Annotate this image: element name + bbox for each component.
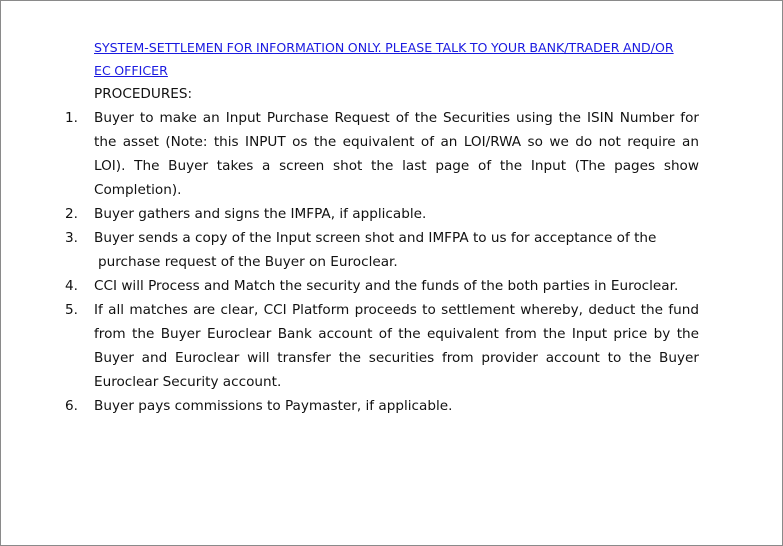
step-text: Buyer sends a copy of the Input screen shot and IMFPA to us for acceptance of the <box>94 230 657 246</box>
step-text-continuation: purchase request of the Buyer on Euroclear. <box>98 254 398 270</box>
step-text: Buyer pays commissions to Paymaster, if applicable. <box>94 398 453 414</box>
procedure-step-3 <box>65 226 699 274</box>
step-text: If all matches are clear, CCI Platform proceeds to settlement whereby, deduct the fund from the Buyer Euroclear Bank account of the equivalent from the Input price by the Buyer and Euroclear will transfer the securities from provider account to the Buyer Euroclear Security account. <box>94 302 699 390</box>
step-text: Buyer gathers and signs the IMFPA, if applicable. <box>94 206 427 222</box>
procedure-step-5 <box>65 298 699 394</box>
step-number: 3. <box>65 230 78 246</box>
procedure-list <box>65 106 699 418</box>
step-number: 6. <box>65 398 78 414</box>
step-text: CCI will Process and Match the security and the funds of the both parties in Euroclear. <box>94 278 679 294</box>
procedure-step-1 <box>65 106 699 202</box>
step-number: 1. <box>65 110 78 126</box>
step-number: 4. <box>65 278 78 294</box>
procedure-step-2 <box>65 202 699 226</box>
settlement-notice-line-2: EC OFFICER <box>94 62 168 78</box>
step-number: 5. <box>65 302 78 318</box>
settlement-notice-link[interactable] <box>94 37 699 82</box>
procedures-heading: PROCEDURES: <box>94 86 193 102</box>
step-text: Buyer to make an Input Purchase Request of the Securities using the ISIN Number for the asset (Note: this INPUT os the equivalent of an LOI/RWA so we do not require an LOI). The Buyer takes a screen shot the last page of the Input (The pages show Completion). <box>94 110 699 198</box>
procedure-step-6 <box>65 394 699 418</box>
document-body <box>65 37 699 418</box>
settlement-notice-line-1: SYSTEM-SETTLEMEN FOR INFORMATION ONLY. PLEASE TALK TO YOUR BANK/TRADER AND/OR <box>94 40 674 55</box>
step-number: 2. <box>65 206 78 222</box>
procedure-step-4 <box>65 274 699 298</box>
